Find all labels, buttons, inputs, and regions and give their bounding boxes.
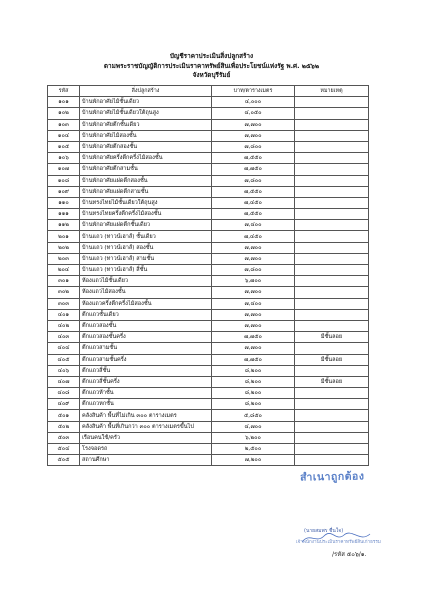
- row-price: ๗,๕๕๐: [212, 186, 295, 197]
- table-row: [48, 242, 369, 253]
- row-note: [295, 97, 369, 108]
- row-price: ๖,๒๐๐: [212, 432, 295, 443]
- row-price: ๔,๐๐๐: [212, 97, 295, 108]
- row-price: ๔,๐๕๐: [212, 108, 295, 119]
- row-building: ตึกแถวสามชั้น: [80, 343, 212, 354]
- table-row: [48, 399, 369, 410]
- row-note: [295, 197, 369, 208]
- row-building: บ้านพักอาศัยตึกสามชั้น: [80, 164, 212, 175]
- table-row: [48, 231, 369, 242]
- row-code: ๑๐๗: [48, 164, 80, 175]
- row-note: [295, 175, 369, 186]
- row-building: ตึกแถวสองชั้น: [80, 320, 212, 331]
- table-row: [48, 209, 369, 220]
- row-code: ๑๑๑: [48, 209, 80, 220]
- row-building: ตึกแถวสี่ชั้นครึ่ง: [80, 376, 212, 387]
- table-row: [48, 455, 369, 466]
- header-building: สิ่งปลูกสร้าง: [80, 86, 212, 97]
- table-row: [48, 287, 369, 298]
- row-price: ๗,๗๐๐: [212, 130, 295, 141]
- row-note: [295, 421, 369, 432]
- row-building: บ้านแถว (ทาวน์เฮาส์) สามชั้น: [80, 253, 212, 264]
- row-price: ๔,๗๐๐: [212, 421, 295, 432]
- row-note: [295, 410, 369, 421]
- row-note: [295, 432, 369, 443]
- row-building: บ้านพักอาศัยครึ่งตึกครึ่งไม้สองชั้น: [80, 153, 212, 164]
- row-price: ๗,๗๕๐: [212, 354, 295, 365]
- row-price: ๗,๘๐๐: [212, 141, 295, 152]
- row-code: ๑๑๐: [48, 197, 80, 208]
- table-row: [48, 298, 369, 309]
- row-code: ๑๑๒: [48, 220, 80, 231]
- table-row: [48, 444, 369, 455]
- table-row: [48, 421, 369, 432]
- row-code: ๑๐๑: [48, 97, 80, 108]
- row-note: [295, 153, 369, 164]
- row-code: ๑๐๔: [48, 130, 80, 141]
- table-row: [48, 410, 369, 421]
- row-price: ๗,๔๐๐: [212, 220, 295, 231]
- row-building: สถานศึกษา: [80, 455, 212, 466]
- copy-certified-stamp: สำเนาถูกต้อง: [299, 470, 365, 484]
- row-building: ตึกแถวหกชั้น: [80, 399, 212, 410]
- row-building: บ้านแถว (ทาวน์เฮาส์) ชั้นเดียว: [80, 231, 212, 242]
- table-row: [48, 388, 369, 399]
- row-code: ๔๐๒: [48, 320, 80, 331]
- table-row: [48, 432, 369, 443]
- row-price: ๘,๒๐๐: [212, 376, 295, 387]
- row-building: บ้านพักอาศัยแฝดตึกสามชั้น: [80, 186, 212, 197]
- row-code: ๓๐๒: [48, 287, 80, 298]
- row-price: ๗,๕๕๐: [212, 209, 295, 220]
- row-code: ๒๐๓: [48, 253, 80, 264]
- row-code: ๕๐๒: [48, 421, 80, 432]
- row-price: ๘,๒๐๐: [212, 399, 295, 410]
- document-title: บัญชีราคาประเมินสิ่งปลูกสร้าง: [169, 52, 254, 60]
- table-row: [48, 265, 369, 276]
- row-building: ห้องแถวครึ่งตึกครึ่งไม้สองชั้น: [80, 298, 212, 309]
- row-code: ๔๐๖: [48, 365, 80, 376]
- row-note: [295, 108, 369, 119]
- row-price: ๗,๗๐๐: [212, 253, 295, 264]
- row-code: ๔๐๙: [48, 399, 80, 410]
- row-note: [295, 209, 369, 220]
- row-price: ๗,๗๐๐: [212, 287, 295, 298]
- row-price: ๒,๕๐๐: [212, 444, 295, 455]
- row-code: ๔๐๘: [48, 388, 80, 399]
- table-row: [48, 197, 369, 208]
- row-building: คลังสินค้า พื้นที่เกินกว่า ๓๐๐ ตารางเมตรขึ้นไป: [80, 421, 212, 432]
- table-row: [48, 119, 369, 130]
- row-note: [295, 388, 369, 399]
- row-note: มีชั้นลอย: [295, 354, 369, 365]
- row-building: ห้องแถวไม้สองชั้น: [80, 287, 212, 298]
- table-row: [48, 153, 369, 164]
- row-note: [295, 164, 369, 175]
- row-building: บ้านพักอาศัยไม้สองชั้น: [80, 130, 212, 141]
- row-code: ๕๐๔: [48, 444, 80, 455]
- table-row: [48, 309, 369, 320]
- table-row: [48, 376, 369, 387]
- price-table: [47, 85, 369, 466]
- row-note: [295, 231, 369, 242]
- row-price: ๗,๒๐๐: [212, 455, 295, 466]
- row-code: ๔๐๓: [48, 332, 80, 343]
- table-row: [48, 320, 369, 331]
- table-row: [48, 130, 369, 141]
- row-price: ๗,๗๐๐: [212, 343, 295, 354]
- table-row: [48, 186, 369, 197]
- row-price: ๖,๗๐๐: [212, 276, 295, 287]
- row-building: บ้านพักอาศัยตึกสองชั้น: [80, 141, 212, 152]
- row-code: ๓๐๑: [48, 276, 80, 287]
- header-code: รหัส: [48, 86, 80, 97]
- row-code: ๓๐๓: [48, 298, 80, 309]
- row-building: เรือนคนใช้/ครัว: [80, 432, 212, 443]
- row-note: [295, 130, 369, 141]
- row-building: บ้านพักอาศัยไม้ชั้นเดียว: [80, 97, 212, 108]
- row-price: ๗,๗๐๐: [212, 119, 295, 130]
- row-code: ๑๐๙: [48, 186, 80, 197]
- row-price: ๗,๗๐๐: [212, 242, 295, 253]
- row-code: ๒๐๔: [48, 265, 80, 276]
- table-row: [48, 343, 369, 354]
- row-price: ๕,๘๕๐: [212, 410, 295, 421]
- table-row: [48, 276, 369, 287]
- row-price: ๗,๗๕๐: [212, 332, 295, 343]
- row-code: ๒๐๑: [48, 231, 80, 242]
- table-row: [48, 164, 369, 175]
- row-building: บ้านพักอาศัยไม้ชั้นเดียวใต้ถุนสูง: [80, 108, 212, 119]
- table-row: [48, 365, 369, 376]
- row-price: ๗,๗๐๐: [212, 320, 295, 331]
- row-code: ๑๐๖: [48, 153, 80, 164]
- row-price: ๗,๕๕๐: [212, 153, 295, 164]
- table-row: [48, 175, 369, 186]
- row-note: [295, 186, 369, 197]
- row-note: [295, 141, 369, 152]
- row-building: โรงจอดรถ: [80, 444, 212, 455]
- row-building: ตึกแถวชั้นเดียว: [80, 309, 212, 320]
- row-note: มีชั้นลอย: [295, 332, 369, 343]
- table-row: [48, 253, 369, 264]
- row-building: บ้านพักอาศัยแฝดตึกชั้นเดียว: [80, 220, 212, 231]
- row-code: ๑๐๘: [48, 175, 80, 186]
- header-price: บาท/ตารางเมตร: [212, 86, 295, 97]
- row-price: ๘,๒๐๐: [212, 388, 295, 399]
- table-row: [48, 97, 369, 108]
- row-price: ๗,๗๕๐: [212, 164, 295, 175]
- row-price: ๗,๘๐๐: [212, 265, 295, 276]
- row-building: บ้านทรงไทยครึ่งตึกครึ่งไม้สองชั้น: [80, 209, 212, 220]
- row-code: ๔๐๕: [48, 354, 80, 365]
- table-row: [48, 220, 369, 231]
- table-body: [48, 97, 369, 466]
- row-note: [295, 399, 369, 410]
- row-building: ตึกแถวสามชั้นครึ่ง: [80, 354, 212, 365]
- row-note: [295, 343, 369, 354]
- row-code: ๑๐๓: [48, 119, 80, 130]
- row-note: [295, 320, 369, 331]
- page-code: /รหัส ๕๐๖/๑.: [332, 551, 367, 558]
- table-row: [48, 108, 369, 119]
- row-note: [295, 265, 369, 276]
- row-building: ตึกแถวสองชั้นครึ่ง: [80, 332, 212, 343]
- document-header: [0, 52, 423, 81]
- row-code: ๕๐๓: [48, 432, 80, 443]
- row-code: ๔๐๗: [48, 376, 80, 387]
- row-building: ห้องแถวไม้ชั้นเดียว: [80, 276, 212, 287]
- row-price: ๗,๔๕๐: [212, 197, 295, 208]
- row-note: [295, 220, 369, 231]
- row-price: ๗,๗๐๐: [212, 309, 295, 320]
- document-subtitle: ตามพระราชบัญญัติการประเมินราคาทรัพย์สินเพื่อประโยชน์แห่งรัฐ พ.ศ. ๒๕๖๒: [103, 61, 320, 70]
- row-note: [295, 253, 369, 264]
- row-code: ๒๐๒: [48, 242, 80, 253]
- row-code: ๕๐๕: [48, 455, 80, 466]
- row-building: บ้านแถว (ทาวน์เฮาส์) สองชั้น: [80, 242, 212, 253]
- header-note: หมายเหตุ: [295, 86, 369, 97]
- table-row: [48, 141, 369, 152]
- row-building: ตึกแถวห้าชั้น: [80, 388, 212, 399]
- row-note: มีชั้นลอย: [295, 376, 369, 387]
- row-building: บ้านแถว (ทาวน์เฮาส์) สี่ชั้น: [80, 265, 212, 276]
- row-price: ๘,๒๐๐: [212, 365, 295, 376]
- table-header-row: [48, 86, 369, 97]
- signer-position: เจ้าพนักงานประเมินราคาทรัพย์สินเก่าธรรม: [296, 540, 381, 545]
- row-code: ๔๐๔: [48, 343, 80, 354]
- row-note: [295, 276, 369, 287]
- row-code: ๑๐๕: [48, 141, 80, 152]
- row-price: ๗,๘๐๐: [212, 175, 295, 186]
- row-code: ๑๐๒: [48, 108, 80, 119]
- row-note: [295, 455, 369, 466]
- row-note: [295, 309, 369, 320]
- row-building: บ้านพักอาศัยตึกชั้นเดียว: [80, 119, 212, 130]
- row-note: [295, 242, 369, 253]
- row-building: ตึกแถวสี่ชั้น: [80, 365, 212, 376]
- table-row: [48, 354, 369, 365]
- row-code: ๔๐๑: [48, 309, 80, 320]
- row-code: ๕๐๑: [48, 410, 80, 421]
- row-note: [295, 298, 369, 309]
- row-note: [295, 365, 369, 376]
- row-note: [295, 444, 369, 455]
- row-price: ๗,๔๕๐: [212, 231, 295, 242]
- row-building: คลังสินค้า พื้นที่ไม่เกิน ๓๐๐ ตารางเมตร: [80, 410, 212, 421]
- row-building: บ้านทรงไทยไม้ชั้นเดียวใต้ถุนสูง: [80, 197, 212, 208]
- row-price: ๗,๔๐๐: [212, 298, 295, 309]
- table-row: [48, 332, 369, 343]
- row-note: [295, 119, 369, 130]
- row-note: [295, 287, 369, 298]
- signer-name: (นายสมพร ชื่นใจ): [304, 528, 344, 534]
- document-province: จังหวัดบุรีรัมย์: [192, 71, 231, 80]
- row-building: บ้านพักอาศัยแฝดตึกสองชั้น: [80, 175, 212, 186]
